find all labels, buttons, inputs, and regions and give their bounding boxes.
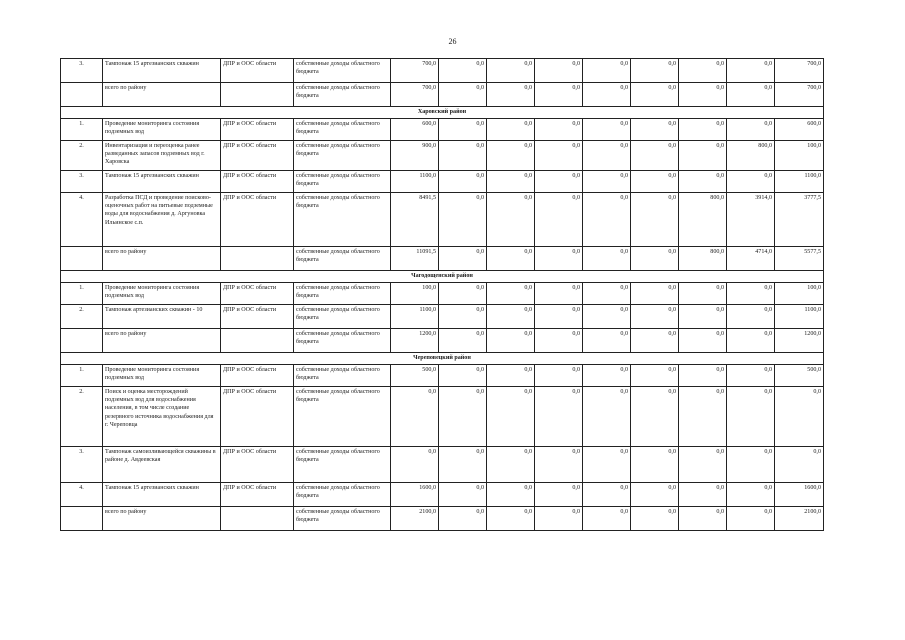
amount-cell: 0,0 <box>631 283 679 305</box>
amount-cell: 1100,0 <box>775 171 824 193</box>
amount-cell: 0,0 <box>391 447 439 483</box>
executor: ДПР и ООС области <box>221 141 294 171</box>
amount-cell: 0,0 <box>631 83 679 107</box>
amount-cell: 0,0 <box>631 119 679 141</box>
measure-name: Инвентаризация и переоценка ранее разведанных запасов подземных вод г. Харовска <box>103 141 221 171</box>
executor <box>221 329 294 353</box>
amount-cell: 0,0 <box>535 305 583 329</box>
amount-cell: 700,0 <box>775 59 824 83</box>
amount-cell: 0,0 <box>727 59 775 83</box>
funding-source: собственные доходы областного бюджета <box>294 119 391 141</box>
total-row <box>61 247 824 271</box>
row-number: 1. <box>61 119 103 141</box>
amount-cell: 0,0 <box>439 59 487 83</box>
amount-cell: 0,0 <box>487 483 535 507</box>
executor: ДПР и ООС области <box>221 283 294 305</box>
amount-cell: 600,0 <box>391 119 439 141</box>
funding-source: собственные доходы областного бюджета <box>294 283 391 305</box>
amount-cell: 0,0 <box>439 329 487 353</box>
executor: ДПР и ООС области <box>221 193 294 247</box>
amount-cell: 0,0 <box>439 447 487 483</box>
funding-source: собственные доходы областного бюджета <box>294 247 391 271</box>
amount-cell: 0,0 <box>439 483 487 507</box>
amount-cell: 900,0 <box>391 141 439 171</box>
table-row <box>61 305 824 329</box>
amount-cell: 0,0 <box>439 141 487 171</box>
row-number <box>61 507 103 531</box>
executor <box>221 507 294 531</box>
amount-cell: 0,0 <box>631 171 679 193</box>
funding-source: собственные доходы областного бюджета <box>294 59 391 83</box>
page-number: 26 <box>448 37 457 46</box>
amount-cell: 0,0 <box>583 119 631 141</box>
table-row <box>61 193 824 247</box>
measure-name: всего по району <box>103 329 221 353</box>
amount-cell: 0,0 <box>583 141 631 171</box>
amount-cell: 2100,0 <box>775 507 824 531</box>
amount-cell: 0,0 <box>631 247 679 271</box>
amount-cell: 0,0 <box>631 59 679 83</box>
amount-cell: 0,0 <box>775 447 824 483</box>
amount-cell: 0,0 <box>631 305 679 329</box>
row-number <box>61 247 103 271</box>
amount-cell: 0,0 <box>535 387 583 447</box>
amount-cell: 0,0 <box>727 171 775 193</box>
amount-cell: 0,0 <box>439 305 487 329</box>
amount-cell: 0,0 <box>439 507 487 531</box>
amount-cell: 0,0 <box>679 387 727 447</box>
executor: ДПР и ООС области <box>221 171 294 193</box>
amount-cell: 0,0 <box>679 59 727 83</box>
measure-name: Тампонаж 15 артезианских скважин <box>103 171 221 193</box>
amount-cell: 0,0 <box>679 365 727 387</box>
amount-cell: 0,0 <box>679 447 727 483</box>
measure-name: Тампонаж 15 артезианских скважин <box>103 483 221 507</box>
amount-cell: 0,0 <box>535 141 583 171</box>
measure-name: Тампонаж 15 артезианских скважин <box>103 59 221 83</box>
amount-cell: 0,0 <box>487 447 535 483</box>
funding-source: собственные доходы областного бюджета <box>294 483 391 507</box>
total-row <box>61 507 824 531</box>
table-row <box>61 119 824 141</box>
amount-cell: 0,0 <box>631 193 679 247</box>
funding-source: собственные доходы областного бюджета <box>294 365 391 387</box>
row-number: 1. <box>61 365 103 387</box>
row-number <box>61 329 103 353</box>
amount-cell: 0,0 <box>535 329 583 353</box>
amount-cell: 0,0 <box>583 83 631 107</box>
table-row <box>61 447 824 483</box>
funding-source: собственные доходы областного бюджета <box>294 305 391 329</box>
amount-cell: 0,0 <box>727 283 775 305</box>
amount-cell: 0,0 <box>535 83 583 107</box>
funding-source: собственные доходы областного бюджета <box>294 507 391 531</box>
executor: ДПР и ООС области <box>221 447 294 483</box>
row-number: 4. <box>61 483 103 507</box>
table-row <box>61 141 824 171</box>
measure-name: Проведение мониторинга состояния подземных вод <box>103 119 221 141</box>
amount-cell: 0,0 <box>487 59 535 83</box>
funding-source: собственные доходы областного бюджета <box>294 387 391 447</box>
funding-source: собственные доходы областного бюджета <box>294 329 391 353</box>
amount-cell: 5577,5 <box>775 247 824 271</box>
amount-cell: 0,0 <box>487 141 535 171</box>
amount-cell: 0,0 <box>487 387 535 447</box>
amount-cell: 0,0 <box>439 83 487 107</box>
amount-cell: 0,0 <box>631 141 679 171</box>
measure-name: всего по району <box>103 247 221 271</box>
amount-cell: 0,0 <box>583 59 631 83</box>
amount-cell: 0,0 <box>727 483 775 507</box>
amount-cell: 0,0 <box>679 329 727 353</box>
amount-cell: 0,0 <box>583 483 631 507</box>
row-number: 2. <box>61 141 103 171</box>
funding-source: собственные доходы областного бюджета <box>294 193 391 247</box>
amount-cell: 11091,5 <box>391 247 439 271</box>
section-row <box>61 271 824 283</box>
table-row <box>61 171 824 193</box>
measure-name: Проведение мониторинга состояния подземных вод <box>103 283 221 305</box>
funding-source: собственные доходы областного бюджета <box>294 171 391 193</box>
amount-cell: 0,0 <box>631 447 679 483</box>
table-row <box>61 283 824 305</box>
amount-cell: 0,0 <box>535 483 583 507</box>
amount-cell: 0,0 <box>583 365 631 387</box>
amount-cell: 0,0 <box>439 283 487 305</box>
amount-cell: 500,0 <box>391 365 439 387</box>
amount-cell: 100,0 <box>391 283 439 305</box>
amount-cell: 100,0 <box>775 283 824 305</box>
amount-cell: 0,0 <box>583 305 631 329</box>
amount-cell: 0,0 <box>487 171 535 193</box>
executor: ДПР и ООС области <box>221 59 294 83</box>
row-number: 3. <box>61 59 103 83</box>
executor: ДПР и ООС области <box>221 119 294 141</box>
amount-cell: 800,0 <box>679 247 727 271</box>
amount-cell: 0,0 <box>727 447 775 483</box>
amount-cell: 0,0 <box>679 507 727 531</box>
amount-cell: 0,0 <box>679 141 727 171</box>
amount-cell: 0,0 <box>775 387 824 447</box>
amount-cell: 0,0 <box>391 387 439 447</box>
amount-cell: 0,0 <box>535 283 583 305</box>
amount-cell: 0,0 <box>487 247 535 271</box>
budget-table <box>60 58 824 531</box>
amount-cell: 0,0 <box>439 119 487 141</box>
amount-cell: 0,0 <box>535 507 583 531</box>
amount-cell: 1100,0 <box>391 171 439 193</box>
amount-cell: 0,0 <box>439 193 487 247</box>
row-number: 1. <box>61 283 103 305</box>
measure-name: всего по району <box>103 507 221 531</box>
section-title: Харовский район <box>61 107 824 119</box>
amount-cell: 0,0 <box>583 247 631 271</box>
amount-cell: 0,0 <box>535 247 583 271</box>
section-title: Чагодощенский район <box>61 271 824 283</box>
amount-cell: 0,0 <box>679 283 727 305</box>
amount-cell: 800,0 <box>727 141 775 171</box>
amount-cell: 0,0 <box>679 83 727 107</box>
amount-cell: 1600,0 <box>391 483 439 507</box>
amount-cell: 0,0 <box>487 193 535 247</box>
amount-cell: 0,0 <box>631 329 679 353</box>
amount-cell: 0,0 <box>535 447 583 483</box>
executor <box>221 83 294 107</box>
amount-cell: 0,0 <box>487 365 535 387</box>
total-row <box>61 329 824 353</box>
amount-cell: 1100,0 <box>391 305 439 329</box>
amount-cell: 0,0 <box>583 447 631 483</box>
measure-name: Тампонаж артезианских скважин - 10 <box>103 305 221 329</box>
amount-cell: 100,0 <box>775 141 824 171</box>
row-number: 2. <box>61 305 103 329</box>
amount-cell: 0,0 <box>535 365 583 387</box>
amount-cell: 0,0 <box>487 283 535 305</box>
table-row <box>61 387 824 447</box>
amount-cell: 0,0 <box>679 171 727 193</box>
row-number <box>61 83 103 107</box>
amount-cell: 0,0 <box>583 387 631 447</box>
measure-name: всего по району <box>103 83 221 107</box>
row-number: 2. <box>61 387 103 447</box>
row-number: 3. <box>61 447 103 483</box>
amount-cell: 0,0 <box>439 247 487 271</box>
amount-cell: 0,0 <box>631 507 679 531</box>
funding-source: собственные доходы областного бюджета <box>294 447 391 483</box>
amount-cell: 0,0 <box>439 365 487 387</box>
amount-cell: 4714,0 <box>727 247 775 271</box>
amount-cell: 0,0 <box>487 83 535 107</box>
section-row <box>61 107 824 119</box>
amount-cell: 0,0 <box>727 507 775 531</box>
amount-cell: 1100,0 <box>775 305 824 329</box>
amount-cell: 1200,0 <box>391 329 439 353</box>
amount-cell: 600,0 <box>775 119 824 141</box>
amount-cell: 0,0 <box>631 483 679 507</box>
amount-cell: 1600,0 <box>775 483 824 507</box>
amount-cell: 0,0 <box>679 305 727 329</box>
amount-cell: 0,0 <box>727 365 775 387</box>
amount-cell: 0,0 <box>439 387 487 447</box>
amount-cell: 0,0 <box>583 329 631 353</box>
table-row <box>61 483 824 507</box>
amount-cell: 0,0 <box>631 387 679 447</box>
amount-cell: 0,0 <box>583 171 631 193</box>
amount-cell: 0,0 <box>535 193 583 247</box>
amount-cell: 0,0 <box>535 59 583 83</box>
executor: ДПР и ООС области <box>221 483 294 507</box>
funding-source: собственные доходы областного бюджета <box>294 141 391 171</box>
row-number: 4. <box>61 193 103 247</box>
amount-cell: 3914,0 <box>727 193 775 247</box>
section-row <box>61 353 824 365</box>
executor: ДПР и ООС области <box>221 365 294 387</box>
amount-cell: 0,0 <box>727 83 775 107</box>
measure-name: Поиск и оценка месторождений подземных вод для водоснабжения населения, в том числе создание резервного источника водоснабжения для г. Череповца <box>103 387 221 447</box>
amount-cell: 0,0 <box>487 305 535 329</box>
funding-source: собственные доходы областного бюджета <box>294 83 391 107</box>
amount-cell: 0,0 <box>439 171 487 193</box>
amount-cell: 0,0 <box>487 119 535 141</box>
amount-cell: 0,0 <box>583 507 631 531</box>
total-row <box>61 83 824 107</box>
amount-cell: 0,0 <box>679 119 727 141</box>
section-title: Череповецкий район <box>61 353 824 365</box>
amount-cell: 0,0 <box>727 305 775 329</box>
amount-cell: 0,0 <box>487 329 535 353</box>
table-row <box>61 365 824 387</box>
measure-name: Тампонаж самоизливающейся скважины в районе д. Авдеевская <box>103 447 221 483</box>
amount-cell: 0,0 <box>487 507 535 531</box>
row-number: 3. <box>61 171 103 193</box>
measure-name: Проведение мониторинга состояния подземных вод <box>103 365 221 387</box>
amount-cell: 0,0 <box>679 483 727 507</box>
amount-cell: 0,0 <box>727 387 775 447</box>
amount-cell: 700,0 <box>391 59 439 83</box>
amount-cell: 700,0 <box>775 83 824 107</box>
amount-cell: 500,0 <box>775 365 824 387</box>
amount-cell: 2100,0 <box>391 507 439 531</box>
amount-cell: 700,0 <box>391 83 439 107</box>
amount-cell: 0,0 <box>631 365 679 387</box>
amount-cell: 800,0 <box>679 193 727 247</box>
amount-cell: 0,0 <box>727 119 775 141</box>
amount-cell: 8491,5 <box>391 193 439 247</box>
amount-cell: 3777,5 <box>775 193 824 247</box>
amount-cell: 1200,0 <box>775 329 824 353</box>
executor: ДПР и ООС области <box>221 387 294 447</box>
amount-cell: 0,0 <box>583 283 631 305</box>
amount-cell: 0,0 <box>727 329 775 353</box>
amount-cell: 0,0 <box>583 193 631 247</box>
amount-cell: 0,0 <box>535 171 583 193</box>
table-row <box>61 59 824 83</box>
executor: ДПР и ООС области <box>221 305 294 329</box>
measure-name: Разработка ПСД и проведение поисково-оценочных работ на питьевые подземные воды для водоснабжения д. Аргуновка Ильинское с.п. <box>103 193 221 247</box>
executor <box>221 247 294 271</box>
amount-cell: 0,0 <box>535 119 583 141</box>
